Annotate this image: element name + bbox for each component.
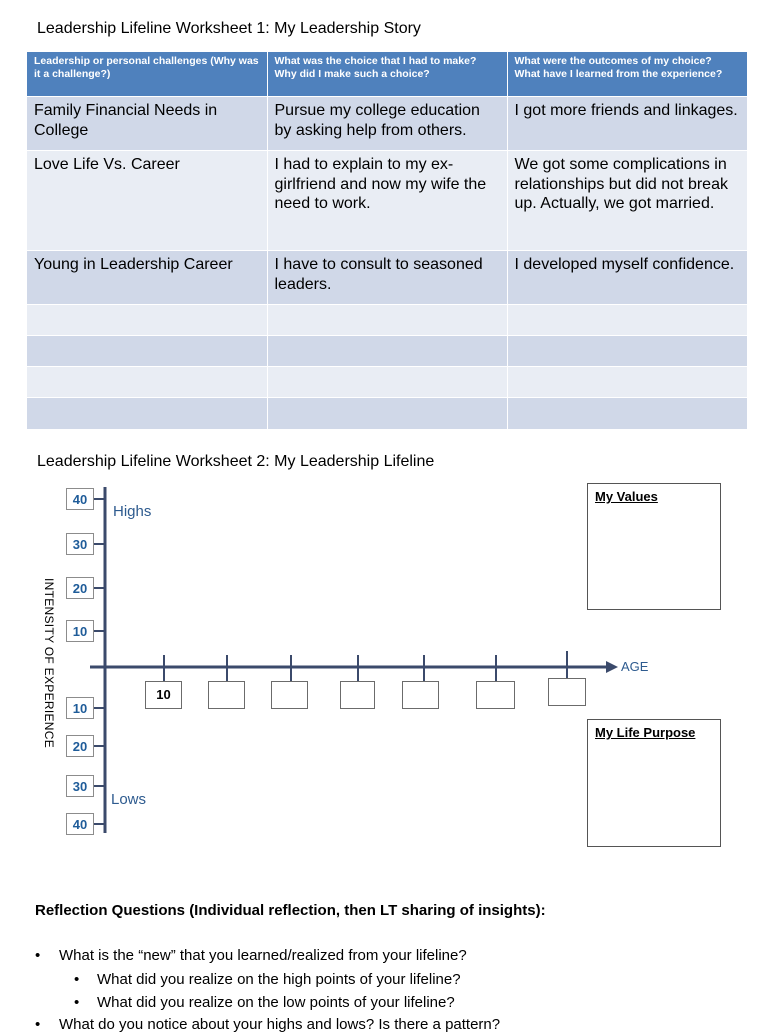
age-box[interactable] <box>340 681 375 709</box>
header-outcomes: What were the outcomes of my choice? What have I learned from the experience? <box>507 52 747 97</box>
table-cell[interactable] <box>27 336 267 367</box>
table-cell[interactable]: I got more friends and linkages. <box>507 97 747 151</box>
age-box[interactable] <box>402 681 439 709</box>
bullet-icon: • <box>74 994 80 1011</box>
y-tick-label-low-40: 40 <box>66 813 94 835</box>
table-cell[interactable] <box>507 336 747 367</box>
table-row <box>27 398 747 429</box>
worksheet2-title: Leadership Lifeline Worksheet 2: My Leadership Lifeline <box>37 453 435 470</box>
header-challenges: Leadership or personal challenges (Why was it a challenge?) <box>27 52 267 97</box>
reflection-subquestion: What did you realize on the high points of your lifeline? <box>97 971 461 988</box>
table-row <box>27 97 747 151</box>
bullet-icon: • <box>74 971 80 988</box>
y-tick-label-low-20: 20 <box>66 735 94 757</box>
my-values-title: My Values <box>595 489 658 504</box>
highs-label: Highs <box>113 503 152 520</box>
table-cell[interactable] <box>27 398 267 429</box>
reflection-heading: Reflection Questions (Individual reflection, then LT sharing of insights): <box>35 902 546 919</box>
table-row <box>27 305 747 336</box>
table-cell[interactable] <box>507 398 747 429</box>
my-values-panel[interactable] <box>587 483 721 610</box>
worksheet1-title: Leadership Lifeline Worksheet 1: My Leadership Story <box>37 20 421 37</box>
table-cell[interactable]: We got some complications in relationships but did not break up. Actually, we got married. <box>507 151 747 251</box>
reflection-question: What is the “new” that you learned/realized from your lifeline? <box>59 947 467 964</box>
x-axis-ticks <box>164 651 567 683</box>
reflection-subquestion: What did you realize on the low points of your lifeline? <box>97 994 455 1011</box>
table-cell[interactable]: Pursue my college education by asking help from others. <box>267 97 507 151</box>
table-cell[interactable]: Young in Leadership Career <box>27 251 267 305</box>
table-cell[interactable]: Love Life Vs. Career <box>27 151 267 251</box>
table-header-row <box>27 52 747 97</box>
table-cell[interactable] <box>267 305 507 336</box>
table-cell[interactable] <box>27 367 267 398</box>
table-cell[interactable]: I had to explain to my ex-girlfriend and now my wife the need to work. <box>267 151 507 251</box>
table-cell[interactable] <box>507 305 747 336</box>
age-box[interactable]: 10 <box>145 681 182 709</box>
y-tick-label-high-40: 40 <box>66 488 94 510</box>
lows-label: Lows <box>111 791 147 808</box>
bullet-icon: • <box>35 947 41 964</box>
table-cell[interactable]: I have to consult to seasoned leaders. <box>267 251 507 305</box>
table-cell[interactable] <box>267 367 507 398</box>
y-tick-label-low-10: 10 <box>66 697 94 719</box>
table-cell[interactable]: I developed myself confidence. <box>507 251 747 305</box>
my-life-purpose-title: My Life Purpose <box>595 725 696 740</box>
table-cell[interactable]: Family Financial Needs in College <box>27 97 267 151</box>
age-box[interactable] <box>271 681 308 709</box>
x-axis-arrow <box>606 661 618 673</box>
table-row <box>27 336 747 367</box>
header-choice: What was the choice that I had to make? Why did I make such a choice? <box>267 52 507 97</box>
leadership-story-table <box>27 52 747 429</box>
reflection-question: What do you notice about your highs and lows? Is there a pattern? <box>59 1016 501 1033</box>
age-box[interactable] <box>548 678 586 706</box>
bullet-icon: • <box>35 1016 41 1033</box>
table-cell[interactable] <box>507 367 747 398</box>
age-box[interactable] <box>476 681 515 709</box>
y-axis-caption: INTENSITY OF EXPERIENCE <box>42 578 56 749</box>
my-life-purpose-panel[interactable] <box>587 719 721 847</box>
age-box[interactable] <box>208 681 245 709</box>
y-tick-label-high-20: 20 <box>66 577 94 599</box>
table-row <box>27 367 747 398</box>
y-tick-label-low-30: 30 <box>66 775 94 797</box>
table-cell[interactable] <box>27 305 267 336</box>
table-cell[interactable] <box>267 336 507 367</box>
table-row <box>27 251 747 305</box>
age-axis-label: AGE <box>621 659 649 674</box>
y-tick-label-high-10: 10 <box>66 620 94 642</box>
table-row <box>27 151 747 251</box>
y-tick-label-high-30: 30 <box>66 533 94 555</box>
table-cell[interactable] <box>267 398 507 429</box>
